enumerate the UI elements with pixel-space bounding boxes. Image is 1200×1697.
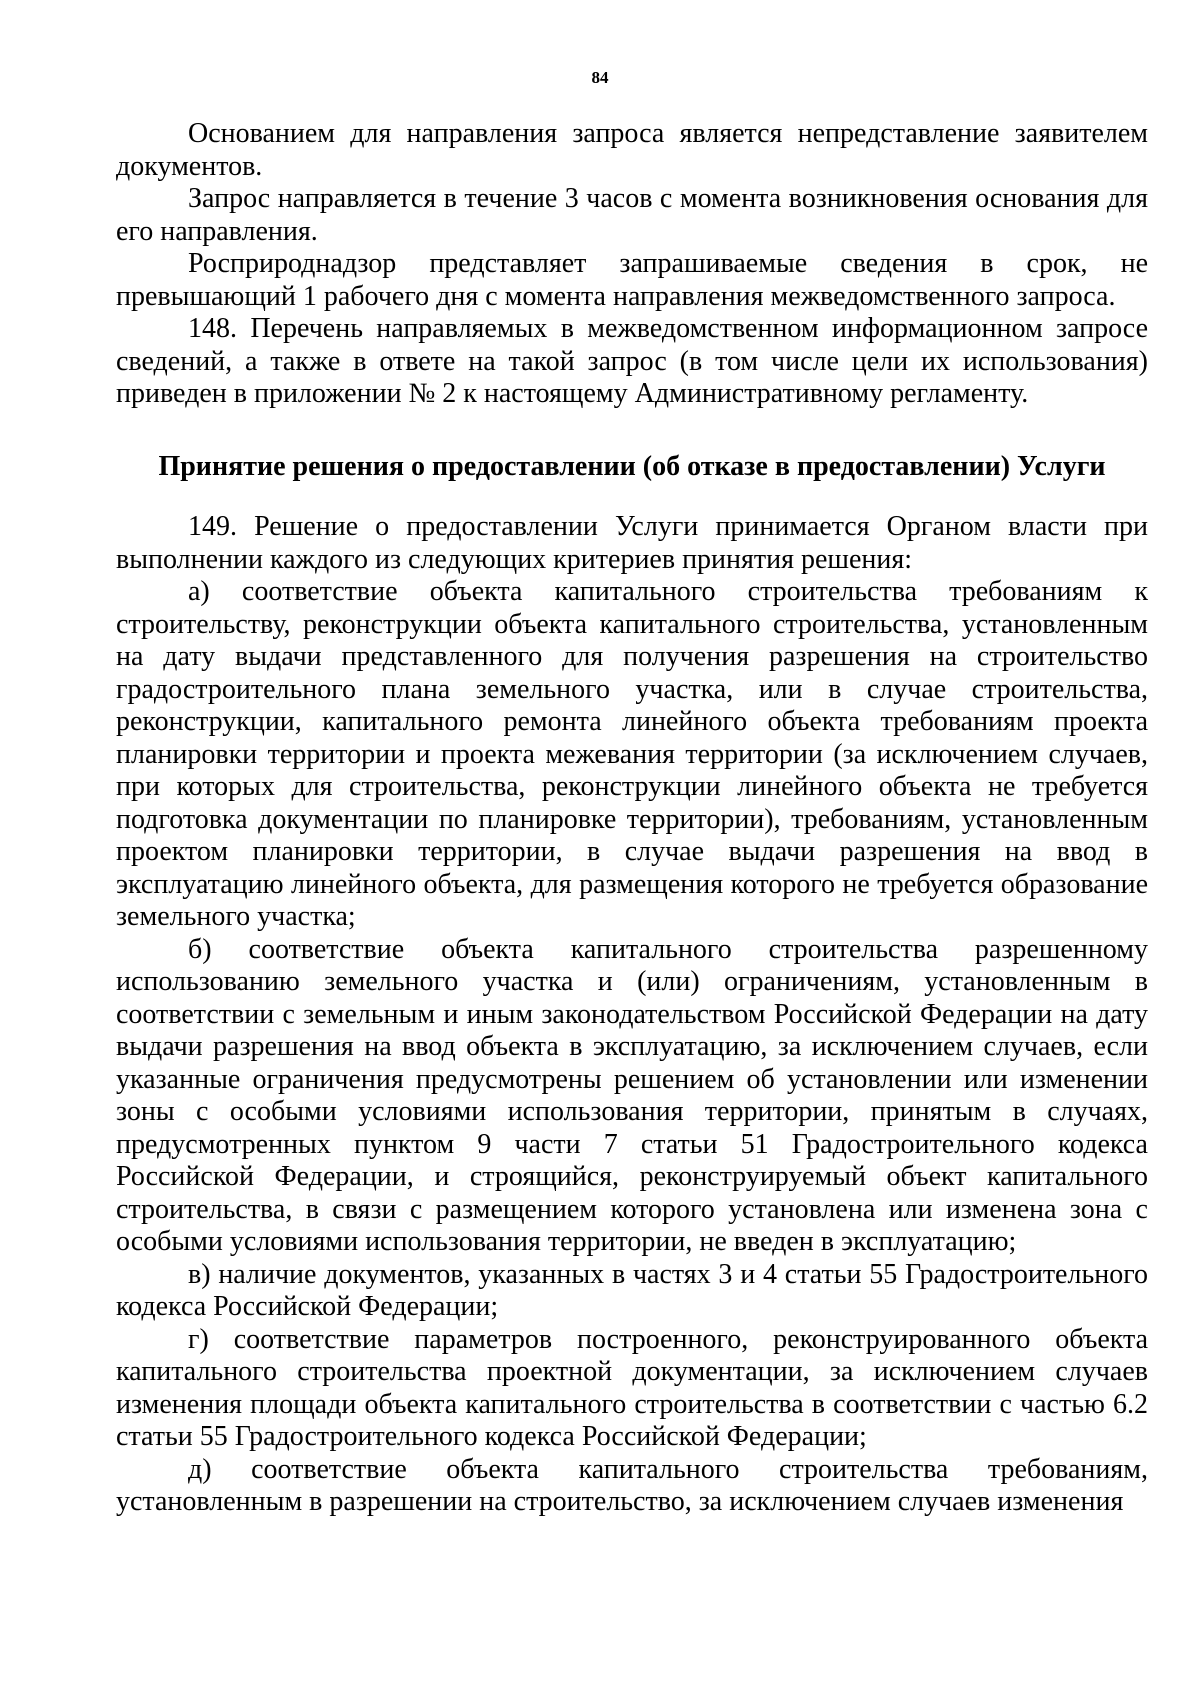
criterion-a: а) соответствие объекта капитального строительства требованиям к строительству, реконструкции объекта капитального строительства, установленным на дату выдачи представленного для получения разрешения на строительство градостроительного плана земельного участка, или в случае строительства, реконструкции, капитального ремонта линейного объекта требованиям проекта планировки территории и проекта межевания территории (за исключением случаев, при которых для строительства, реконструкции линейного объекта не требуется подготовка документации по планировке территории), требованиям, установленным проектом планировки территории, в случае выдачи разрешения на ввод в эксплуатацию линейного объекта, для размещения которого не требуется образование земельного участка; [116, 576, 1148, 932]
document-body [116, 118, 1148, 1519]
page-number: 84 [591, 68, 609, 87]
paragraph-request-timing: Запрос направляется в течение 3 часов с момента возникновения основания для его направления. [116, 183, 1148, 247]
section-heading: Принятие решения о предоставлении (об отказе в предоставлении) Услуги [158, 450, 1106, 482]
paragraph-149: 149. Решение о предоставлении Услуги принимается Органом власти при выполнении каждого из следующих критериев принятия решения: [116, 511, 1148, 575]
criterion-v: в) наличие документов, указанных в частях 3 и 4 статьи 55 Градостроительного кодекса Российской Федерации; [116, 1258, 1148, 1322]
criterion-b: б) соответствие объекта капитального строительства разрешенному использованию земельного участка и (или) ограничениям, установленным в соответствии с земельным и иным законодательством Российской Федерации на дату выдачи разрешения на ввод объекта в эксплуатацию, за исключением случаев, если указанные ограничения предусмотрены решением об установлении или изменении зоны с особыми условиями использования территории, принятым в случаях, предусмотренных пунктом 9 части 7 статьи 51 Градостроительного кодекса Российской Федерации, и строящийся, реконструируемый объект капитального строительства, в связи с размещением которого установлена или изменена зона с особыми условиями использования территории, не введен в эксплуатацию; [116, 933, 1148, 1257]
paragraph-rosprirodnadzor-response: Росприроднадзор представляет запрашиваемые сведения в срок, не превышающий 1 рабочего дня с момента направления межведомственного запроса. [116, 248, 1148, 312]
criterion-d: д) соответствие объекта капитального строительства требованиям, установленным в разрешении на строительство, за исключением случаев изменения [116, 1453, 1148, 1517]
paragraph-148: 148. Перечень направляемых в межведомственном информационном запросе сведений, а также в ответе на такой запрос (в том числе цели их использования) приведен в приложении № 2 к настоящему Административному регламенту. [116, 313, 1148, 409]
criterion-g: г) соответствие параметров построенного, реконструированного объекта капитального строительства проектной документации, за исключением случаев изменения площади объекта капитального строительства в соответствии с частью 6.2 статьи 55 Градостроительного кодекса Российской Федерации; [116, 1323, 1148, 1452]
paragraph-request-basis: Основанием для направления запроса является непредставление заявителем документов. [116, 118, 1148, 182]
